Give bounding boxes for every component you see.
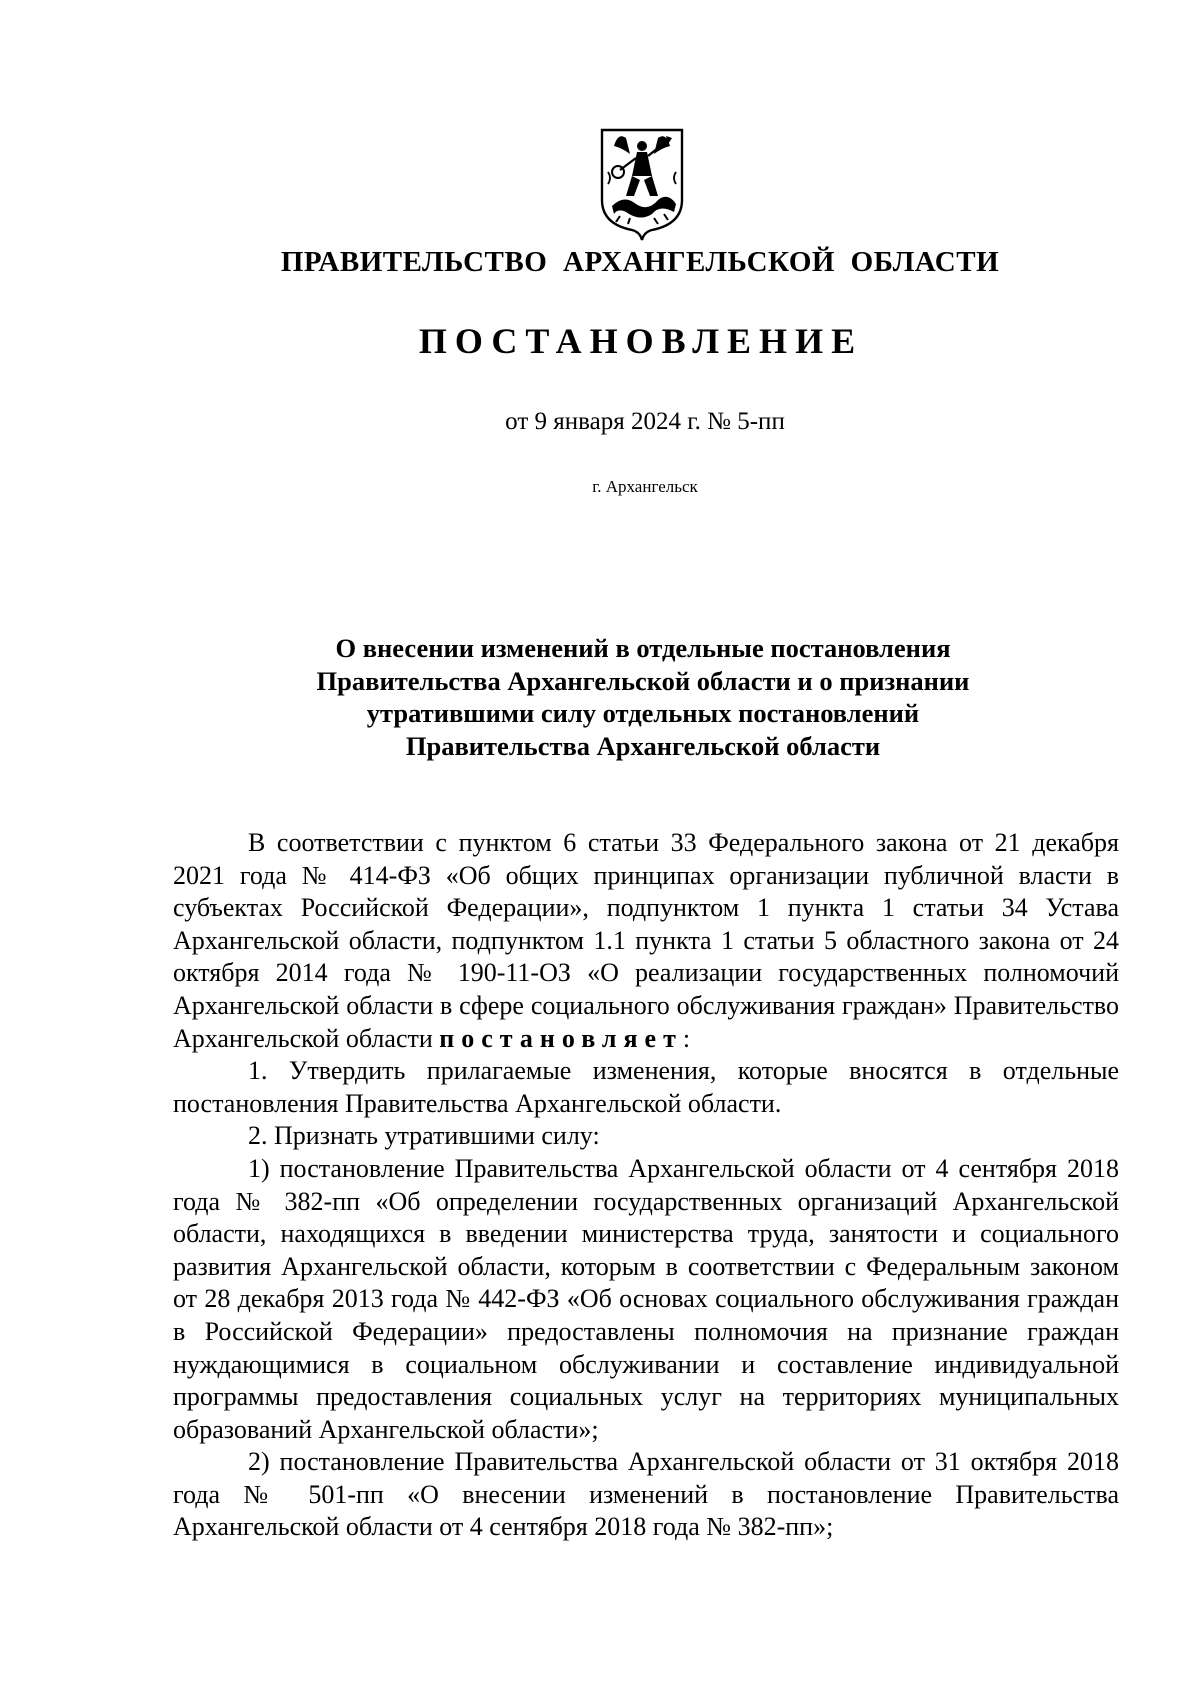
document-date-number: от 9 января 2024 г. № 5-пп xyxy=(505,408,785,435)
document-city: г. Архангельск xyxy=(592,477,698,496)
government-title: ПРАВИТЕЛЬСТВО АРХАНГЕЛЬСКОЙ ОБЛАСТИ xyxy=(280,246,1000,278)
item-1-paragraph: 1. Утвердить прилагаемые изменения, которые вносятся в отдельные постановления Правительства Архангельской области. xyxy=(173,1056,1119,1118)
document-heading xyxy=(170,632,1116,762)
heading-line: О внесении изменений в отдельные постановления xyxy=(335,633,951,663)
heading-line: Правительства Архангельской области xyxy=(405,730,881,761)
heading-line: Правительства Архангельской области и о признании xyxy=(316,665,970,696)
item-2-1-paragraph: 1) постановление Правительства Архангельской области от 4 сентября 2018 года № 382-пп «Об определении государственных организаций Архангельской области, находящихся в введении министерства труда, занятости и социального развития Архангельской области, которым в соответствии с Федеральным законом от 28 декабря 2013 года № 442-ФЗ «Об основах социального обслуживания граждан в Российской Федерации» предоставлены полномочия на признание граждан нуждающимися в социальном обслуживании и составление индивидуальной программы предоставления социальных услуг на территориях муниципальных образований Архангельской области»; xyxy=(173,1153,1119,1444)
document-body xyxy=(173,827,1119,1544)
preamble-paragraph xyxy=(173,827,1119,1055)
decree-word: постановляет xyxy=(439,1023,683,1053)
heading-line: утратившими силу отдельных постановлений xyxy=(366,698,920,728)
item-2-2-paragraph: 2) постановление Правительства Архангельской области от 31 октября 2018 года № 501-пп «О внесении изменений в постановление Правительства Архангельской области от 4 сентября 2018 года № 382-пп»; xyxy=(173,1447,1119,1542)
preamble-text: В соответствии с пунктом 6 статьи 33 Федерального закона от 21 декабря 2021 года № 414-ФЗ «Об общих принципах организации публичной власти в субъектах Российской Федерации», подпунктом 1 пункта 1 статьи 34 Устава Архангельской области, подпунктом 1.1 пункта 1 статьи 5 областного закона от 24 октября 2014 года № 190-11-ОЗ «О реализации государственных полномочий Архангельской области в сфере социального обслуживания граждан» Правительство Архангельской области xyxy=(173,828,1119,1053)
item-2-paragraph: 2. Признать утратившими силу: xyxy=(248,1121,600,1151)
coat-of-arms-icon xyxy=(596,126,688,242)
document-type: ПОСТАНОВЛЕНИЕ xyxy=(418,321,864,361)
decree-colon: : xyxy=(682,1023,691,1053)
